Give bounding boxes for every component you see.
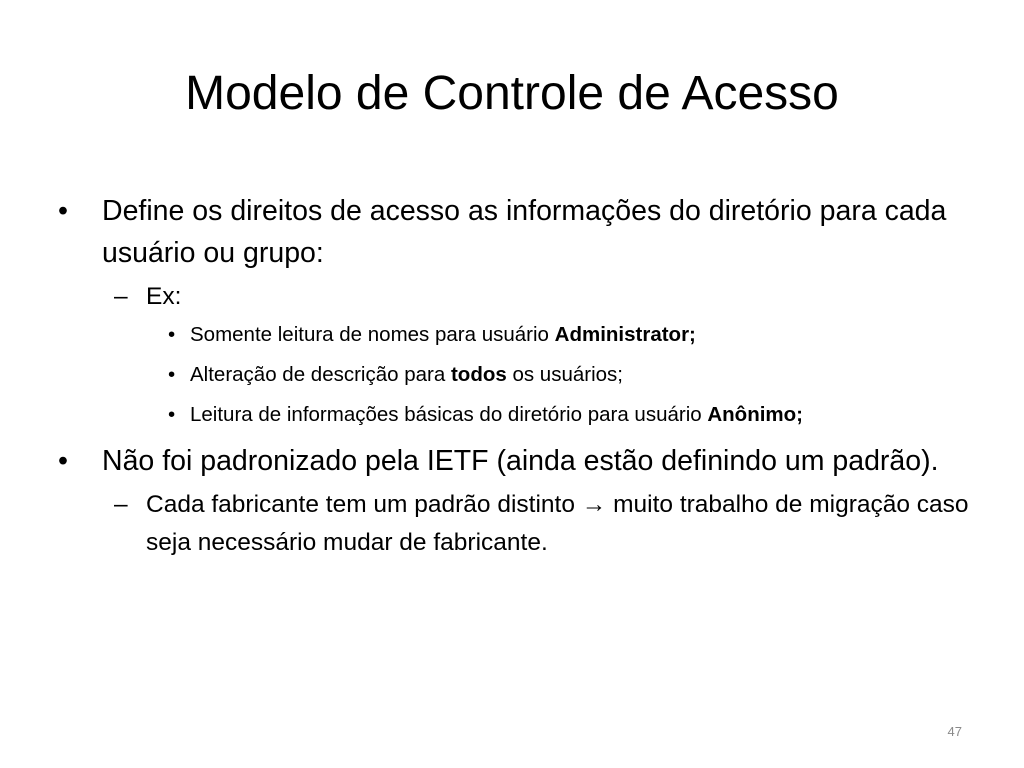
sub-item-vendor-standard bbox=[58, 486, 978, 562]
bullet-icon: • bbox=[58, 195, 68, 227]
sub-sub-item-read-only bbox=[58, 320, 978, 350]
page-number: 47 bbox=[947, 724, 962, 739]
item-text-bold: Anônimo; bbox=[707, 403, 804, 426]
bullet-icon: • bbox=[168, 323, 176, 346]
sub-item-text-after: muito trabalho de migração caso seja necessário mudar de fabricante. bbox=[146, 491, 969, 556]
item-text: Somente leitura de nomes para usuário bbox=[190, 323, 555, 346]
slide-title: Modelo de Controle de Acesso bbox=[185, 67, 839, 120]
bullet-item-access-rights bbox=[58, 190, 978, 274]
bullet-text: Define os direitos de acesso as informações do diretório para cada usuário ou grupo: bbox=[102, 195, 947, 269]
sub-sub-item-anonymous-read bbox=[58, 400, 978, 430]
bullet-text: Não foi padronizado pela IETF (ainda estão definindo um padrão). bbox=[102, 445, 939, 477]
right-arrow-icon: → bbox=[581, 491, 607, 518]
bullet-icon: • bbox=[168, 363, 176, 386]
item-text: Leitura de informações básicas do diretório para usuário bbox=[190, 403, 708, 426]
sub-item-text: Ex: bbox=[146, 283, 182, 310]
dash-bullet-icon: – bbox=[114, 491, 128, 518]
bullet-icon: • bbox=[168, 403, 176, 426]
bullet-icon: • bbox=[58, 445, 68, 477]
item-text-after: os usuários; bbox=[506, 363, 623, 386]
sub-sub-item-description-change bbox=[58, 360, 978, 390]
item-text-bold: todos bbox=[450, 363, 507, 386]
sub-item-example bbox=[58, 278, 978, 316]
dash-bullet-icon: – bbox=[114, 283, 128, 310]
item-text-bold: Administrator; bbox=[554, 323, 696, 346]
slide-content bbox=[58, 190, 978, 566]
item-text: Alteração de descrição para bbox=[190, 363, 451, 386]
sub-item-text-before: Cada fabricante tem um padrão distinto bbox=[146, 491, 582, 518]
bullet-item-not-standardized bbox=[58, 440, 978, 482]
